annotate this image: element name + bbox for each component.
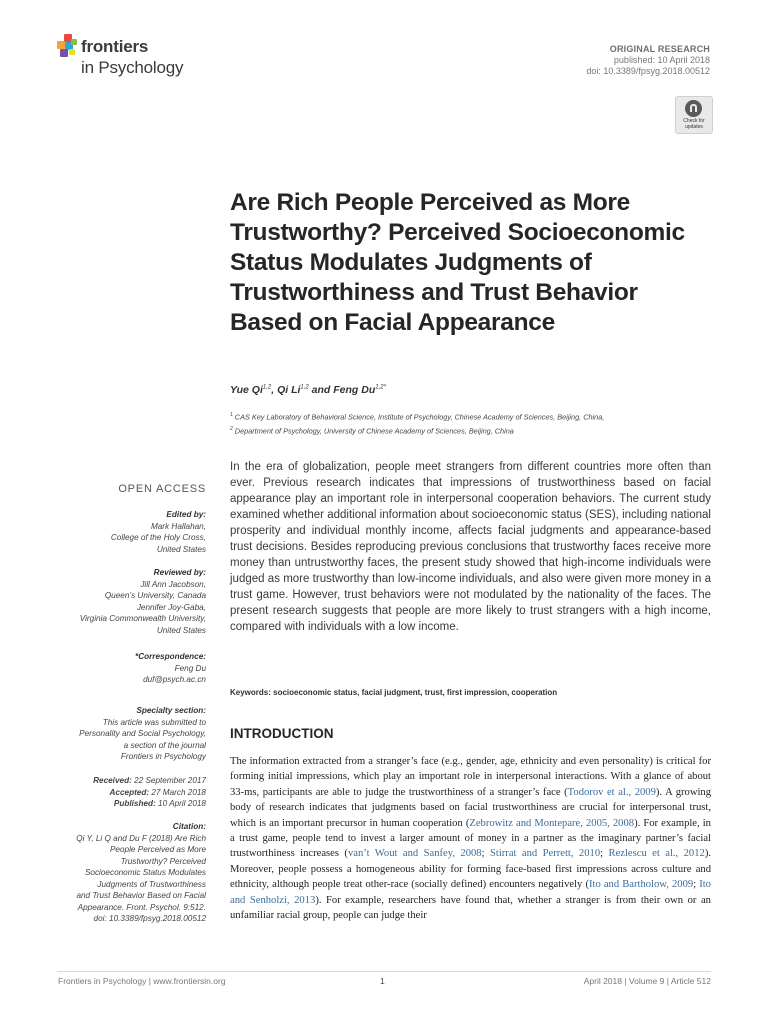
published-date: published: 10 April 2018	[613, 55, 710, 65]
affiliation: $^2$ Department of Psychology, University of Chinese Academy of Sciences, Beijing, China	[230, 426, 514, 436]
author-list: Yue Qi$^{1,2}$, Qi Li$^{1,2}$ and Feng $Du^{1,2*}$	[230, 384, 386, 396]
citation-link[interactable]: Ito and Senholzi, 2013	[230, 879, 711, 906]
citation-link[interactable]: Zebrowitz and Montepare, 2005, 2008	[469, 817, 635, 829]
keywords: Keywords: socioeconomic status, facial judgment, trust, first impression, cooperation	[230, 688, 558, 697]
open-access-label: OPEN ACCESS	[118, 483, 206, 495]
citation-doi[interactable]: doi: 10.3389/fpsyg.2018.00512	[93, 914, 206, 923]
author-name[interactable]: Yue Qi	[230, 384, 263, 396]
citation-link[interactable]: van’t Wout and Sanfey, 2008	[347, 848, 482, 860]
doi: doi: 10.3389/fpsyg.2018.00512	[586, 66, 710, 76]
footer-divider	[57, 971, 711, 972]
edited-by-section: Edited by: Mark Hallahan, College of the Holy Cross, United States	[110, 510, 206, 554]
section-heading-introduction: INTRODUCTION	[230, 726, 334, 741]
article-title: Are Rich People Perceived as More Trustworthy? Perceived Socioeconomic Status Modulates Judgments of Trustworthiness and Trust Behavior Based on Facial Appearance	[230, 189, 685, 336]
page-number: 1	[380, 976, 385, 986]
introduction-body: The information extracted from a stranger’s face (e.g., gender, age, ethnicity and even personality) is critical for forming initial impressions, which play an important role in interpersonal interactions. With a glance of about 33-ms, participants are able to judge the trustworthiness of a stranger’s face (Todorov et al., 2009). A growing body of research indicates that judgments based on facial trustworthiness are crucial for interpersonal trust, which is an important precursor in human cooperation (Zebrowitz and Montepare, 2005, 2008). For example, in a trust game, people tend to invest a larger amount of money in a partner as the imaginary partner’s facial trustworthiness increases (van’t Wout and Sanfey, 2008; Stirrat and Perrett, 2010; Rezlescu et al., 2012). Moreover, people possess a homogeneous ability for forming face-based first impressions across culture and ethnicity, although people treat other-race (socially defined) encounters negatively (Ito and Bartholow, 2009; Ito and Senholzi, 2013). For example, researchers have found that, whether a stranger is from their own or an unfamiliar racial group, people can judge their	[230, 756, 712, 922]
journal-logo[interactable]	[57, 34, 217, 84]
footer-journal-link[interactable]: Frontiers in Psychology | www.frontiersin.org	[58, 976, 226, 986]
author-name[interactable]: Qi Li	[277, 384, 301, 396]
frontiers-logo-icon	[57, 34, 79, 58]
abstract: In the era of globalization, people meet strangers from different countries more often than ever. Previous research indicates that impressions of trustworthiness based on facial appearance play an important role in interpersonal cooperation behaviors. The current study examined whether additional information about socioeconomic status (SES), including national prosperity and individual monthly income, affects facial judgments and appearance-based trust decisions. Besides reproducing previous conclusions that trustworthy faces receive more money than untrustworthy faces, the present study showed that high-income individuals were judged as more trustworthy than low-income individuals, and also were given more money in a trust game. However, trust behaviors were not modulated by the nationality of the faces. The present research suggests that people are more likely to trust strangers with a high income, compared with individuals with a low income.	[230, 461, 711, 633]
citation-link[interactable]: Stirrat and Perrett, 2010	[489, 848, 601, 860]
journal-name-line1: frontiers	[81, 37, 149, 56]
dates-section: Received: 22 September 2017 Accepted: 27 March 2018 Published: 10 April 2018	[93, 776, 206, 808]
citation-link[interactable]: Ito and Bartholow, 2009	[588, 879, 694, 891]
correspondence-section: *Correspondence: Feng Du duf@psych.ac.cn	[58, 651, 206, 686]
badge-label: Check for updates	[683, 118, 705, 130]
article-type: ORIGINAL RESEARCH	[609, 44, 710, 54]
citation-link[interactable]: Rezlescu et al., 2012	[608, 848, 705, 860]
check-for-updates-badge[interactable]	[675, 96, 713, 134]
check-updates-icon	[685, 100, 702, 117]
footer-issue-info: April 2018 | Volume 9 | Article 512	[583, 976, 711, 986]
journal-name-line2: in Psychology	[81, 58, 184, 77]
article-header-info	[586, 44, 710, 77]
reviewed-by-section: Reviewed by: Jill Ann Jacobson, Queen’s University, Canada Jennifer Joy-Gaba, Virginia Commonwealth University, United States	[79, 568, 206, 635]
author-name[interactable]: Feng Du	[333, 384, 376, 396]
affiliation: $^1$ CAS Key Laboratory of Behavioral Science, Institute of Psychology, Chinese Academy of Sciences, Beijing, China,	[230, 412, 605, 422]
specialty-section: Specialty section: This article was submitted to Personality and Social Psychology, a section of the journal Frontiers in Psychology	[79, 706, 206, 761]
correspondence-email[interactable]: duf@psych.ac.cn	[143, 675, 206, 684]
citation-link[interactable]: Todorov et al., 2009	[567, 786, 656, 798]
citation-section: Citation: Qi Y, Li Q and Du F (2018) Are Rich People Perceived as More Trustworthy? Perceived Socioeconomic Status Modulates Judgments of Trustworthiness and Trust Behavior Based on Facial Appearance. Front. Psychol. 9:512. doi: 10.3389/fpsyg.2018.00512	[58, 821, 206, 925]
